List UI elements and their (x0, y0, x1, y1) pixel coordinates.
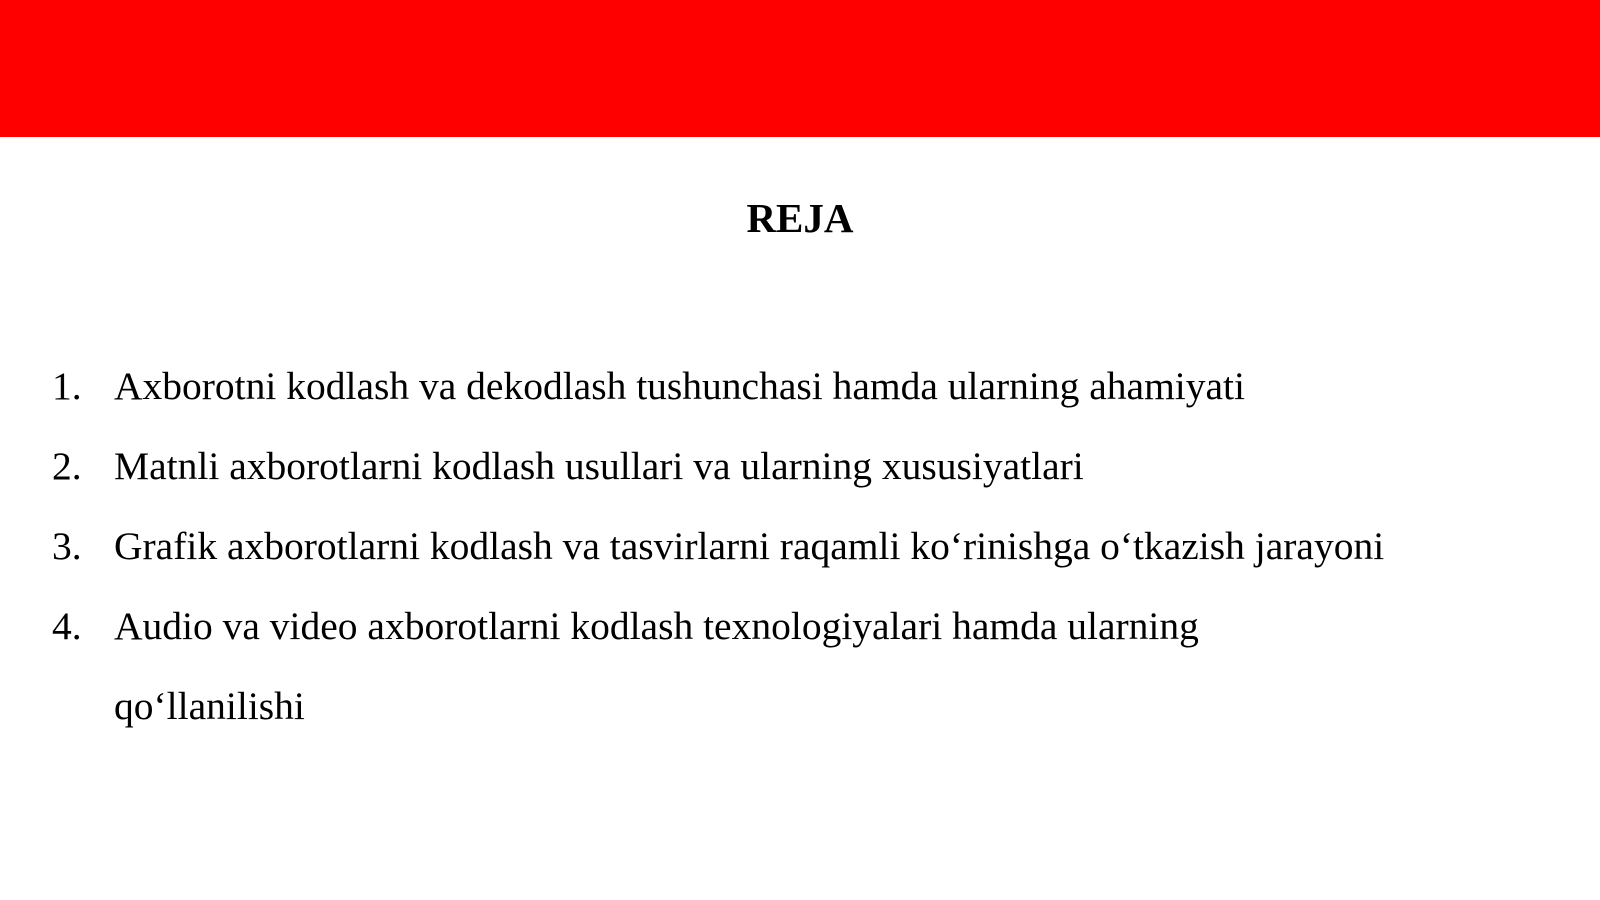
slide-title: REJA (746, 195, 854, 241)
plan-item-number: 1. (52, 364, 82, 408)
plan-item-number: 3. (52, 524, 82, 568)
plan-item-text: Axborotni kodlash va dekodlash tushunchasi hamda ularning ahamiyati (114, 364, 1245, 408)
plan-item-number: 2. (52, 444, 82, 488)
header-band (0, 0, 1600, 137)
plan-item-text: Grafik axborotlarni kodlash va tasvirlarni raqamli ko‘rinishga o‘tkazish jarayoni (114, 524, 1385, 568)
plan-item-text: Matnli axborotlarni kodlash usullari va ularning xususiyatlari (114, 444, 1084, 488)
plan-item-4 (52, 586, 1582, 746)
plan-item-1 (52, 346, 1582, 426)
plan-list (52, 346, 1582, 746)
plan-item-text: Audio va video axborotlarni kodlash texnologiyalari hamda ularning qo‘llanilishi (114, 604, 1199, 728)
plan-item-2 (52, 426, 1582, 506)
plan-item-3 (52, 506, 1582, 586)
plan-item-number: 4. (52, 604, 82, 648)
